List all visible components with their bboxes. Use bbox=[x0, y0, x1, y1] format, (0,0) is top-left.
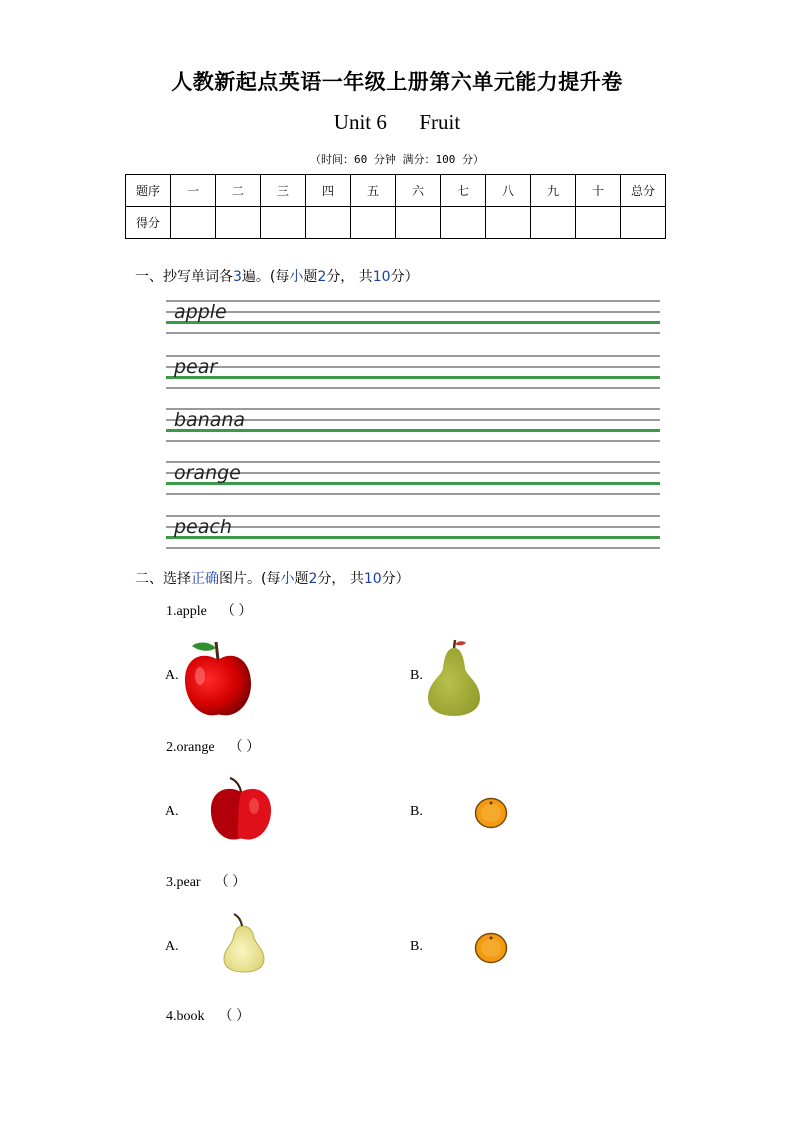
score-col-2: 二 bbox=[216, 175, 261, 207]
guide-line-top bbox=[166, 300, 660, 302]
answer-blank[interactable]: （ ） bbox=[220, 604, 253, 619]
unit-topic: Fruit bbox=[419, 110, 461, 134]
question-label: 2.orange bbox=[166, 740, 215, 755]
section1-text: 分， 共 bbox=[326, 269, 373, 285]
guide-line-baseline bbox=[166, 536, 660, 539]
question-label: 4.book bbox=[166, 1009, 205, 1024]
section2-number: 二、 bbox=[135, 571, 163, 587]
guide-line-top bbox=[166, 355, 660, 357]
score-cell[interactable] bbox=[531, 207, 576, 239]
copy-word: banana bbox=[174, 409, 246, 431]
copy-word: orange bbox=[174, 462, 241, 484]
score-table-row-label: 题序 bbox=[126, 175, 171, 207]
score-cell[interactable] bbox=[621, 207, 666, 239]
guide-line-upper bbox=[166, 366, 660, 368]
score-col-10: 十 bbox=[576, 175, 621, 207]
guide-line-bottom bbox=[166, 332, 660, 334]
score-cell[interactable] bbox=[306, 207, 351, 239]
score-col-4: 四 bbox=[306, 175, 351, 207]
score-cell[interactable] bbox=[216, 207, 261, 239]
section2-points: 2 bbox=[308, 571, 318, 587]
question-label: 1.apple bbox=[166, 604, 207, 619]
section2-text: 正确 bbox=[191, 571, 219, 587]
score-col-5: 五 bbox=[351, 175, 396, 207]
section2-text: 分） bbox=[381, 571, 410, 587]
score-table-score-row bbox=[126, 207, 666, 239]
section2-text: 图片。(每 bbox=[219, 571, 281, 587]
section2-text: 题 bbox=[294, 571, 309, 587]
option-a-label[interactable]: A. bbox=[165, 668, 179, 683]
score-col-total: 总分 bbox=[621, 175, 666, 207]
guide-line-upper bbox=[166, 526, 660, 528]
score-col-6: 六 bbox=[396, 175, 441, 207]
copy-word: apple bbox=[174, 301, 227, 323]
copy-row-banana[interactable] bbox=[166, 408, 660, 444]
unit-subtitle bbox=[0, 110, 794, 135]
section1-number: 一、 bbox=[135, 269, 163, 285]
section1-total: 10 bbox=[372, 269, 391, 285]
question-1 bbox=[166, 600, 252, 620]
section1-text: 遍。(每 bbox=[241, 269, 290, 285]
score-col-7: 七 bbox=[441, 175, 486, 207]
copy-row-apple[interactable] bbox=[166, 300, 660, 336]
section2-total: 10 bbox=[363, 571, 382, 587]
score-table-header-row bbox=[126, 175, 666, 207]
pear-icon[interactable] bbox=[222, 912, 266, 978]
question-3 bbox=[166, 871, 246, 891]
section1-text: 小 bbox=[289, 269, 304, 285]
section1-points: 2 bbox=[317, 269, 327, 285]
section1-count: 3 bbox=[233, 269, 242, 285]
section1-heading bbox=[135, 266, 419, 286]
option-a-label[interactable]: A. bbox=[165, 804, 179, 819]
score-table bbox=[125, 174, 666, 239]
option-b-label[interactable]: B. bbox=[410, 939, 423, 954]
guide-line-bottom bbox=[166, 440, 660, 442]
copy-word: peach bbox=[174, 516, 232, 538]
guide-line-baseline bbox=[166, 321, 660, 324]
copy-row-orange[interactable] bbox=[166, 461, 660, 497]
score-col-9: 九 bbox=[531, 175, 576, 207]
section2-text: 分， 共 bbox=[317, 571, 364, 587]
guide-line-top bbox=[166, 515, 660, 517]
copy-row-pear[interactable] bbox=[166, 355, 660, 391]
score-cell[interactable] bbox=[261, 207, 306, 239]
option-b-label[interactable]: B. bbox=[410, 804, 423, 819]
score-cell[interactable] bbox=[396, 207, 441, 239]
guide-line-upper bbox=[166, 311, 660, 313]
score-cell[interactable] bbox=[441, 207, 486, 239]
question-2 bbox=[166, 736, 260, 756]
option-a-label[interactable]: A. bbox=[165, 939, 179, 954]
section2-text: 小 bbox=[280, 571, 295, 587]
unit-number: Unit 6 bbox=[333, 110, 387, 134]
score-table-row-label: 得分 bbox=[126, 207, 171, 239]
answer-blank[interactable]: （ ） bbox=[214, 875, 247, 890]
score-col-8: 八 bbox=[486, 175, 531, 207]
page-title: 人教新起点英语一年级上册第六单元能力提升卷 bbox=[171, 70, 623, 94]
pear-icon[interactable] bbox=[424, 638, 484, 722]
score-col-1: 一 bbox=[171, 175, 216, 207]
guide-line-baseline bbox=[166, 376, 660, 379]
score-cell[interactable] bbox=[351, 207, 396, 239]
section2-heading bbox=[135, 568, 410, 588]
section1-text: 抄写单词各 bbox=[163, 269, 233, 285]
score-cell[interactable] bbox=[486, 207, 531, 239]
red-apple-icon[interactable] bbox=[208, 776, 274, 848]
score-col-3: 三 bbox=[261, 175, 306, 207]
orange-icon[interactable] bbox=[474, 932, 508, 968]
section1-text: 题 bbox=[303, 269, 318, 285]
guide-line-bottom bbox=[166, 547, 660, 549]
score-cell[interactable] bbox=[171, 207, 216, 239]
question-label: 3.pear bbox=[166, 875, 201, 890]
answer-blank[interactable]: （ ） bbox=[218, 1009, 250, 1024]
red-apple-icon[interactable] bbox=[182, 638, 254, 724]
score-cell[interactable] bbox=[576, 207, 621, 239]
guide-line-bottom bbox=[166, 387, 660, 389]
question-4 bbox=[166, 1005, 250, 1025]
copy-word: pear bbox=[174, 356, 218, 378]
section2-text: 选择 bbox=[163, 571, 191, 587]
copy-row-peach[interactable] bbox=[166, 515, 660, 551]
guide-line-bottom bbox=[166, 493, 660, 495]
option-b-label[interactable]: B. bbox=[410, 668, 423, 683]
time-and-score-info: （时间：60 分钟 满分：100 分） bbox=[310, 153, 484, 166]
section1-text: 分） bbox=[390, 269, 419, 285]
orange-icon[interactable] bbox=[474, 797, 508, 833]
answer-blank[interactable]: （ ） bbox=[228, 740, 261, 755]
